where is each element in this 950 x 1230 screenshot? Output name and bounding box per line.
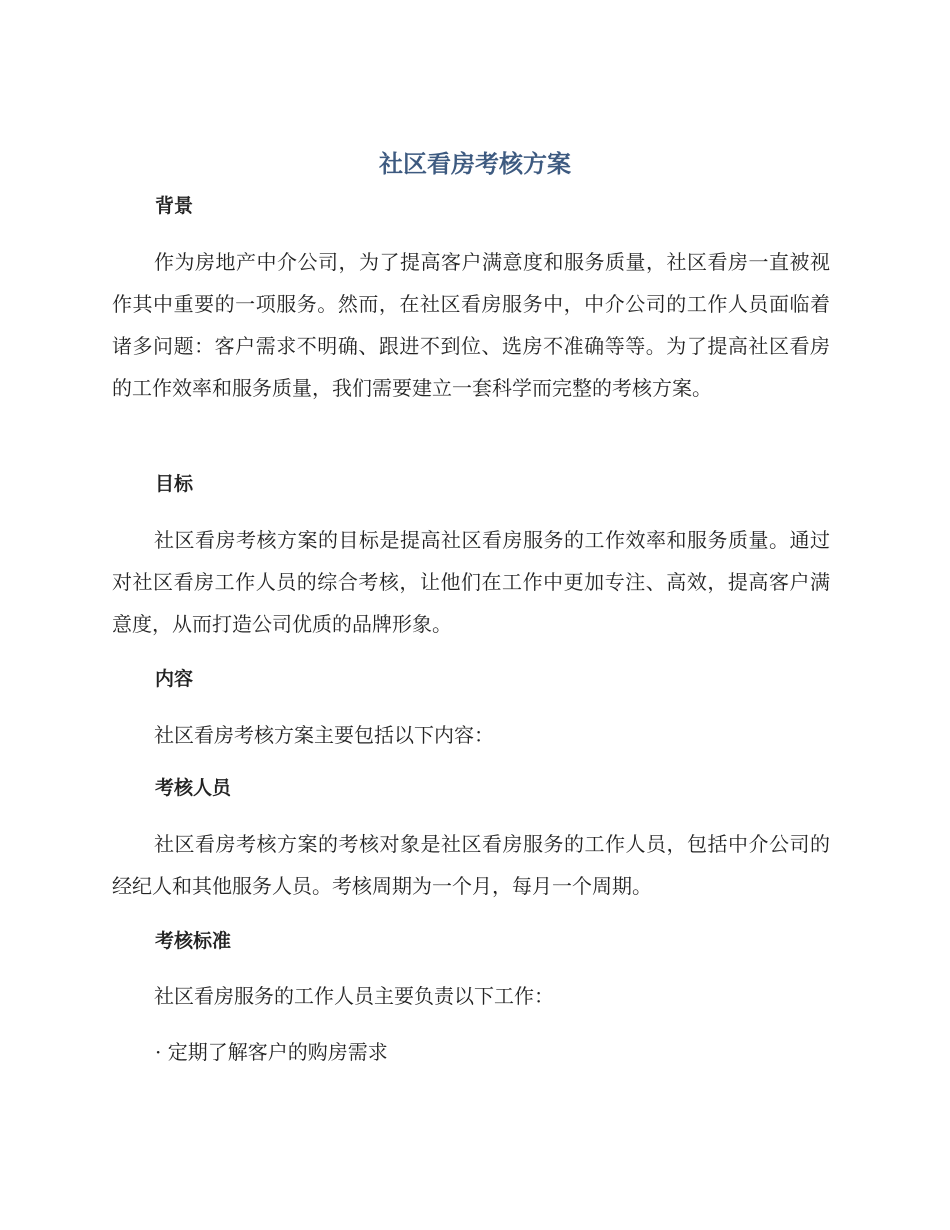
section-paragraph-content: 社区看房考核方案主要包括以下内容： xyxy=(154,723,494,747)
bullet-item: · 定期了解客户的购房需求 xyxy=(155,1040,388,1064)
section-paragraph-standards: 社区看房服务的工作人员主要负责以下工作： xyxy=(154,984,554,1008)
section-heading-personnel: 考核人员 xyxy=(155,777,232,799)
section-paragraph-background: 作为房地产中介公司，为了提高客户满意度和服务质量，社区看房一直被视作其中重要的一项服务。然而，在社区看房服务中，中介公司的工作人员面临着诸多问题：客户需求不明确、跟进不到位、选房不准确等等。为了提高社区看房的工作效率和服务质量，我们需要建立一套科学而完整的考核方案。 xyxy=(112,250,830,400)
section-paragraph-personnel: 社区看房考核方案的考核对象是社区看房服务的工作人员，包括中介公司的经纪人和其他服务人员。考核周期为一个月，每月一个周期。 xyxy=(112,832,830,898)
section-heading-standards: 考核标准 xyxy=(155,930,232,952)
section-heading-background: 背景 xyxy=(155,195,194,217)
section-paragraph-goal: 社区看房考核方案的目标是提高社区看房服务的工作效率和服务质量。通过对社区看房工作人员的综合考核，让他们在工作中更加专注、高效，提高客户满意度，从而打造公司优质的品牌形象。 xyxy=(112,528,830,636)
section-heading-content: 内容 xyxy=(155,668,194,690)
document-title: 社区看房考核方案 xyxy=(379,150,571,178)
section-heading-goal: 目标 xyxy=(155,473,194,495)
